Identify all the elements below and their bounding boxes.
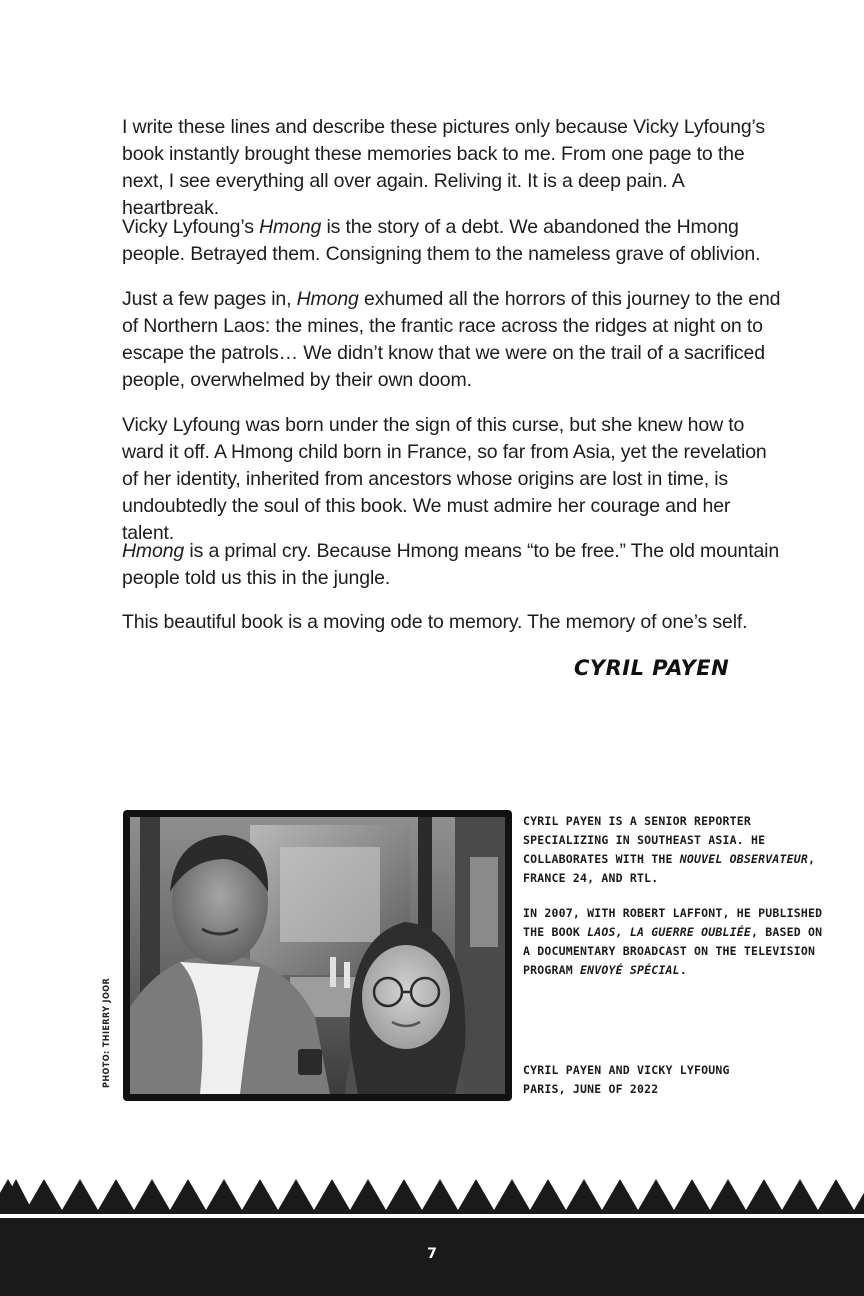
page-number: 7 [427,1246,437,1262]
body-paragraph-4 [122,412,782,547]
bio-text: . [679,963,687,977]
bio-text: IN 2007, WITH ROBERT LAFFONT, HE PUBLISHED THE BOOK [523,906,823,939]
triangle-border-decoration [0,1170,864,1296]
paragraph-text: is a primal cry. Because Hmong means “to be free.” The old mountain people told us this in the jungle. [122,540,780,589]
bio-text: , BASED ON A DOCUMENTARY BROADCAST ON THE TELEVISION PROGRAM [523,925,823,977]
body-paragraph-3 [122,286,782,394]
author-signature: CYRIL PAYEN [574,656,730,680]
photo-frame [123,810,512,1101]
paragraph-text: exhumed all the horrors of this journey to the end of Northern Laos: the mines, the frantic race across the ridges at night on to escape the patrols… We didn’t know that we were on the trail of a sacrificed people, overwhelmed by their own doom. [122,288,781,391]
body-paragraph-2 [122,214,782,268]
body-paragraph-6 [122,609,782,636]
book-title: Hmong [122,540,185,562]
publication-name: NOUVEL OBSERVATEUR [679,852,808,866]
body-paragraph-1 [122,114,782,222]
bio-paragraph-2 [523,904,823,980]
bio-text: , FRANCE 24, AND RTL. [523,852,816,885]
paragraph-text: Vicky Lyfoung was born under the sign of this curse, but she knew how to ward it off. A Hmong child born in France, so far from Asia, yet the revelation of her identity, inherited from ancestors whose origins are lost in time, is undoubtedly the soul of this book. We must admire her courage and her talent. [122,414,767,544]
book-title: Hmong [296,288,359,310]
bio-text: CYRIL PAYEN IS A SENIOR REPORTER SPECIALIZING IN SOUTHEAST ASIA. HE COLLABORATES WITH THE [523,814,766,866]
portrait-photo [130,817,505,1094]
photo-caption-line-2: PARIS, JUNE OF 2022 [523,1082,659,1096]
bio-paragraph-1 [523,812,823,888]
paragraph-text: This beautiful book is a moving ode to memory. The memory of one’s self. [122,611,748,633]
footer-band [0,1170,864,1296]
body-paragraph-5 [122,538,782,592]
photo-credit: PHOTO: THIERRY JOOR [102,977,112,1088]
paragraph-text: Just a few pages in, [122,288,297,310]
program-title: ENVOYÉ SPÉCIAL [580,963,680,977]
triangle-row [0,1179,864,1210]
paragraph-text: I write these lines and describe these pictures only because Vicky Lyfoung’s book instantly brought these memories back to me. From one page to the next, I see everything all over again. Reliving it. It is a deep pain. A heartbreak. [122,116,765,219]
paragraph-text: is the story of a debt. We abandoned the Hmong people. Betrayed them. Consigning them to the nameless grave of oblivion. [122,216,761,265]
photo-caption [523,1061,823,1099]
book-title: LAOS, LA GUERRE OUBLIÉE [587,925,751,939]
book-title: Hmong [259,216,322,238]
photo-caption-line-1: CYRIL PAYEN AND VICKY LYFOUNG [523,1063,730,1077]
paragraph-text: Vicky Lyfoung’s [122,216,260,238]
